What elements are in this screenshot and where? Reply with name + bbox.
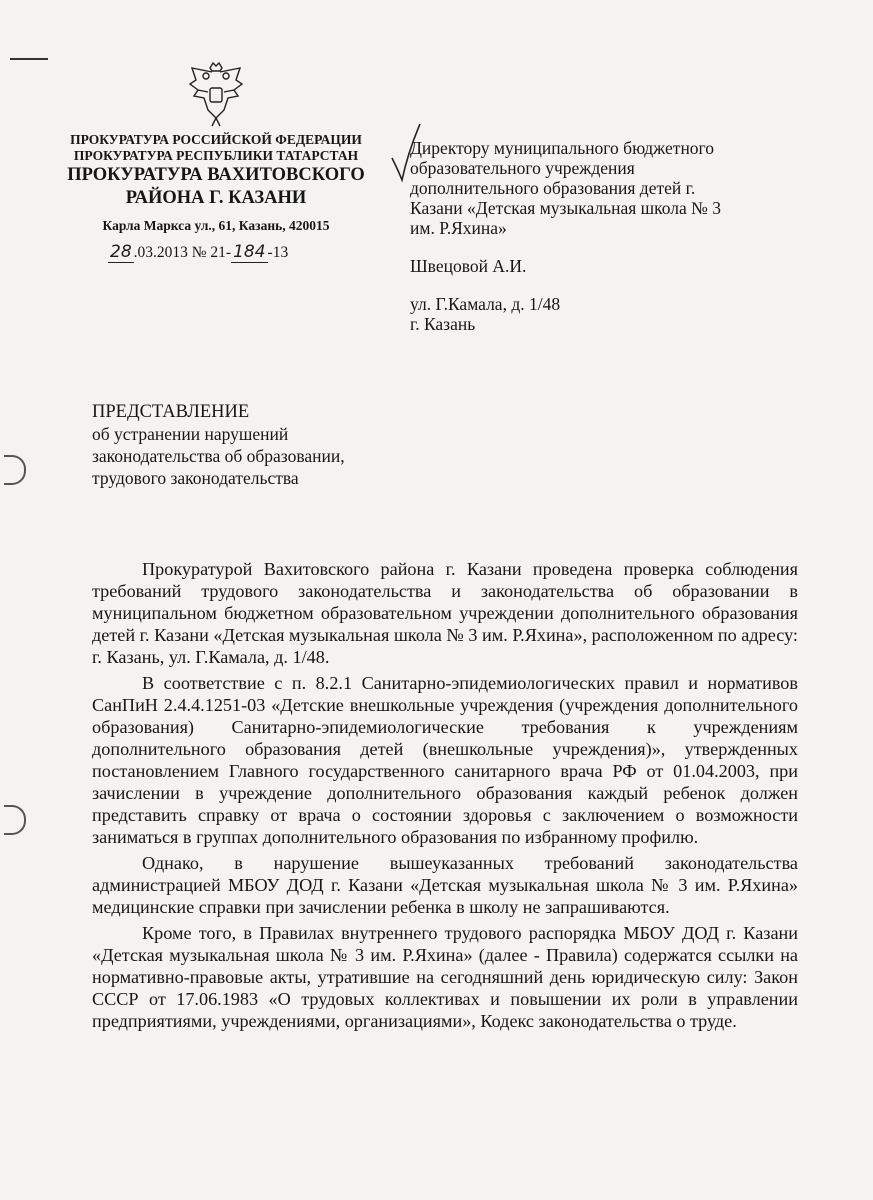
district-prosecutor-line: ПРОКУРАТУРА ВАХИТОВСКОГО [67,165,365,185]
scan-mark [10,58,48,60]
punch-hole [4,455,26,485]
addressee-line: Казани «Детская музыкальная школа № 3 [410,198,721,218]
document-title [92,401,345,489]
handwritten-number: 184 [233,242,266,262]
outgoing-number [108,242,288,262]
sender-address: Карла Маркса ул., 61, Казань, 420015 [102,218,330,233]
addressee-name: Швецовой А.И. [410,256,527,276]
title-subject-line: трудового законодательства [92,468,299,488]
addressee-street: ул. Г.Камала, д. 1/48 [410,294,561,314]
punch-hole [4,805,26,835]
agency-line: ПРОКУРАТУРА РЕСПУБЛИКИ ТАТАРСТАН [73,148,359,163]
body-paragraph: В соответствие с п. 8.2.1 Санитарно-эпидемиологических правил и нормативов СанПиН 2.4.4.1251-03 «Детские внешкольные учреждения (учреждения дополнительного образования) Санитарно-эпидемиологические требования к учреждениям дополнительного образования детей (внешкольные учреждения)», утвержденных постановлением Главного государственного санитарного врача РФ от 01.04.2003, при зачислении в учреждение дополнительного образования каждый ребенок должен представить справку от врача о состоянии здоровья с заключением о возможности заниматься в группах дополнительного образования по избранному профилю. [92,673,798,847]
body-paragraph: Однако, в нарушение вышеуказанных требований законодательства администрацией МБОУ ДОД г. Казани «Детская музыкальная школа № 3 им. Р.Яхина» медицинские справки при зачислении ребенка в школу не запрашиваются. [92,853,798,917]
body-paragraph: Прокуратурой Вахитовского района г. Казани проведена проверка соблюдения требований трудового законодательства и законодательства об образовании в муниципальном бюджетном образовательном учреждении дополнительного образования детей г. Казани «Детская музыкальная школа № 3 им. Р.Яхина», расположенном по адресу: г. Казань, ул. Г.Камала, д. 1/48. [92,559,798,667]
addressee-city: г. Казань [410,314,476,334]
title-heading: ПРЕДСТАВЛЕНИЕ [92,402,250,422]
addressee-line: им. Р.Яхина» [410,218,507,238]
handwritten-day: 28 [110,242,132,262]
sender-header [60,132,372,234]
body-paragraph: Кроме того, в Правилах внутреннего трудового распорядка МБОУ ДОД г. Казани «Детская музыкальная школа № 3 им. Р.Яхина» (далее - Правила) содержатся ссылки на нормативно-правовые акты, утратившие на сегодняшний день юридическую силу: Закон СССР от 17.06.1983 «О трудовых коллективах и повышении их роли в управлении предприятиями, учреждениями, организациями», Кодекс законодательства о труде. [92,923,798,1031]
agency-line: ПРОКУРАТУРА РОССИЙСКОЙ ФЕДЕРАЦИИ [70,132,362,147]
coat-of-arms-icon [186,60,246,128]
number-suffix: -13 [267,244,289,261]
addressee-line: дополнительного образования детей г. [410,178,696,198]
title-subject-line: законодательства об образовании, [92,446,345,466]
date-text: .03.2013 № 21- [133,244,232,261]
document-body [92,558,798,1036]
title-subject-line: об устранении нарушений [92,424,289,444]
addressee-line: Директору муниципального бюджетного [410,138,715,158]
addressee-line: образовательного учреждения [410,158,635,178]
district-prosecutor-line: РАЙОНА Г. КАЗАНИ [125,188,307,208]
addressee-block [410,138,810,334]
